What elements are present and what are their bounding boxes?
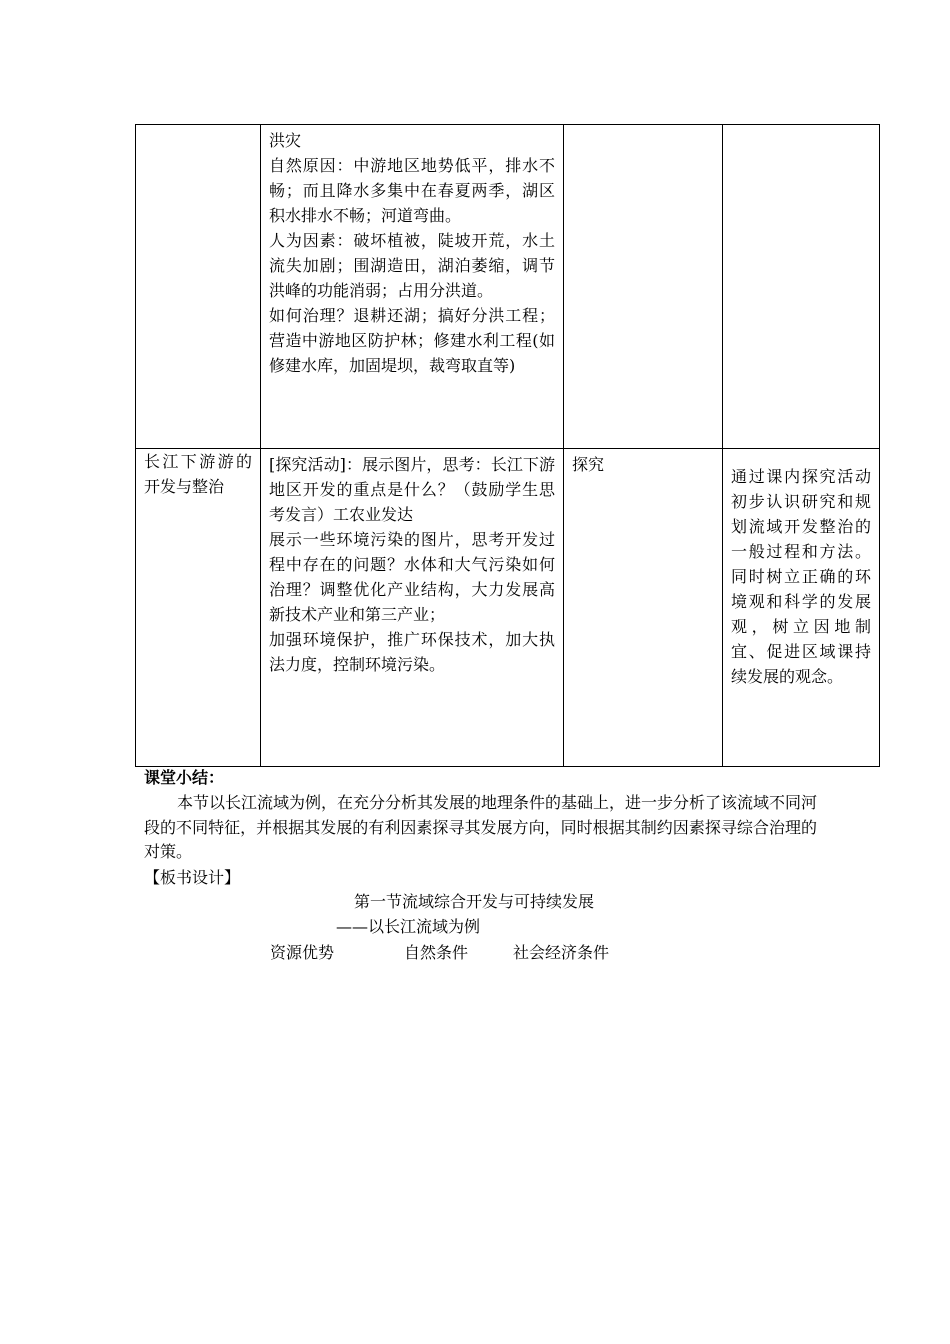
table-row	[136, 125, 880, 449]
downstream-content-text: [探究活动]：展示图片，思考：长江下游地区开发的重点是什么？（鼓励学生思考发言）工农业发达 展示一些环境污染的图片，思考开发过程中存在的问题？水体和大气污染如何治理？调整优化产业结构，大力发展高新技术产业和第三产业； 加强环境保护，推广环保技术，加大执法力度，控制环境污染。	[269, 455, 555, 674]
board-item-resources: 资源优势	[270, 943, 335, 962]
table-row	[136, 449, 880, 767]
content-cell	[261, 125, 564, 449]
board-item-natural: 自然条件	[404, 943, 469, 962]
method-cell	[564, 449, 723, 767]
intent-cell	[723, 125, 880, 449]
intent-cell	[723, 449, 880, 767]
downstream-topic-text: 长江下游游的开发与整治	[144, 452, 252, 496]
method-text: 探究	[572, 455, 605, 474]
design-intent-text: 通过课内探究活动初步认识研究和规划流域开发整治的一般过程和方法。同时树立正确的环境观和科学的发展观，树立因地制宜、促进区域课持续发展的观念。	[731, 467, 871, 686]
board-title: 第一节流域综合开发与可持续发展	[354, 892, 595, 911]
method-cell	[564, 125, 723, 449]
board-subtitle: ——以长江流域为例	[336, 917, 481, 936]
board-item-socioeconomic: 社会经济条件	[513, 943, 610, 962]
lesson-plan-table	[135, 124, 880, 767]
content-cell	[261, 449, 564, 767]
topic-cell	[136, 125, 261, 449]
summary-title: 课堂小结：	[144, 768, 225, 787]
flood-content-text: 洪灾 自然原因：中游地区地势低平，排水不畅；而且降水多集中在春夏两季，湖区积水排水不畅；河道弯曲。 人为因素：破坏植被，陡坡开荒，水土流失加剧；围湖造田，湖泊萎缩，调节洪峰的功能消弱；占用分洪道。 如何治理？退耕还湖；搞好分洪工程；营造中游地区防护林；修建水利工程(如修建水库，加固堤坝，裁弯取直等)	[269, 131, 555, 375]
topic-cell	[136, 449, 261, 767]
board-design-heading: 【板书设计】	[144, 868, 241, 887]
summary-body: 本节以长江流域为例，在充分分析其发展的地理条件的基础上，进一步分析了该流域不同河段的不同特征，并根据其发展的有利因素探寻其发展方向，同时根据其制约因素探寻综合治理的对策。	[144, 793, 818, 861]
